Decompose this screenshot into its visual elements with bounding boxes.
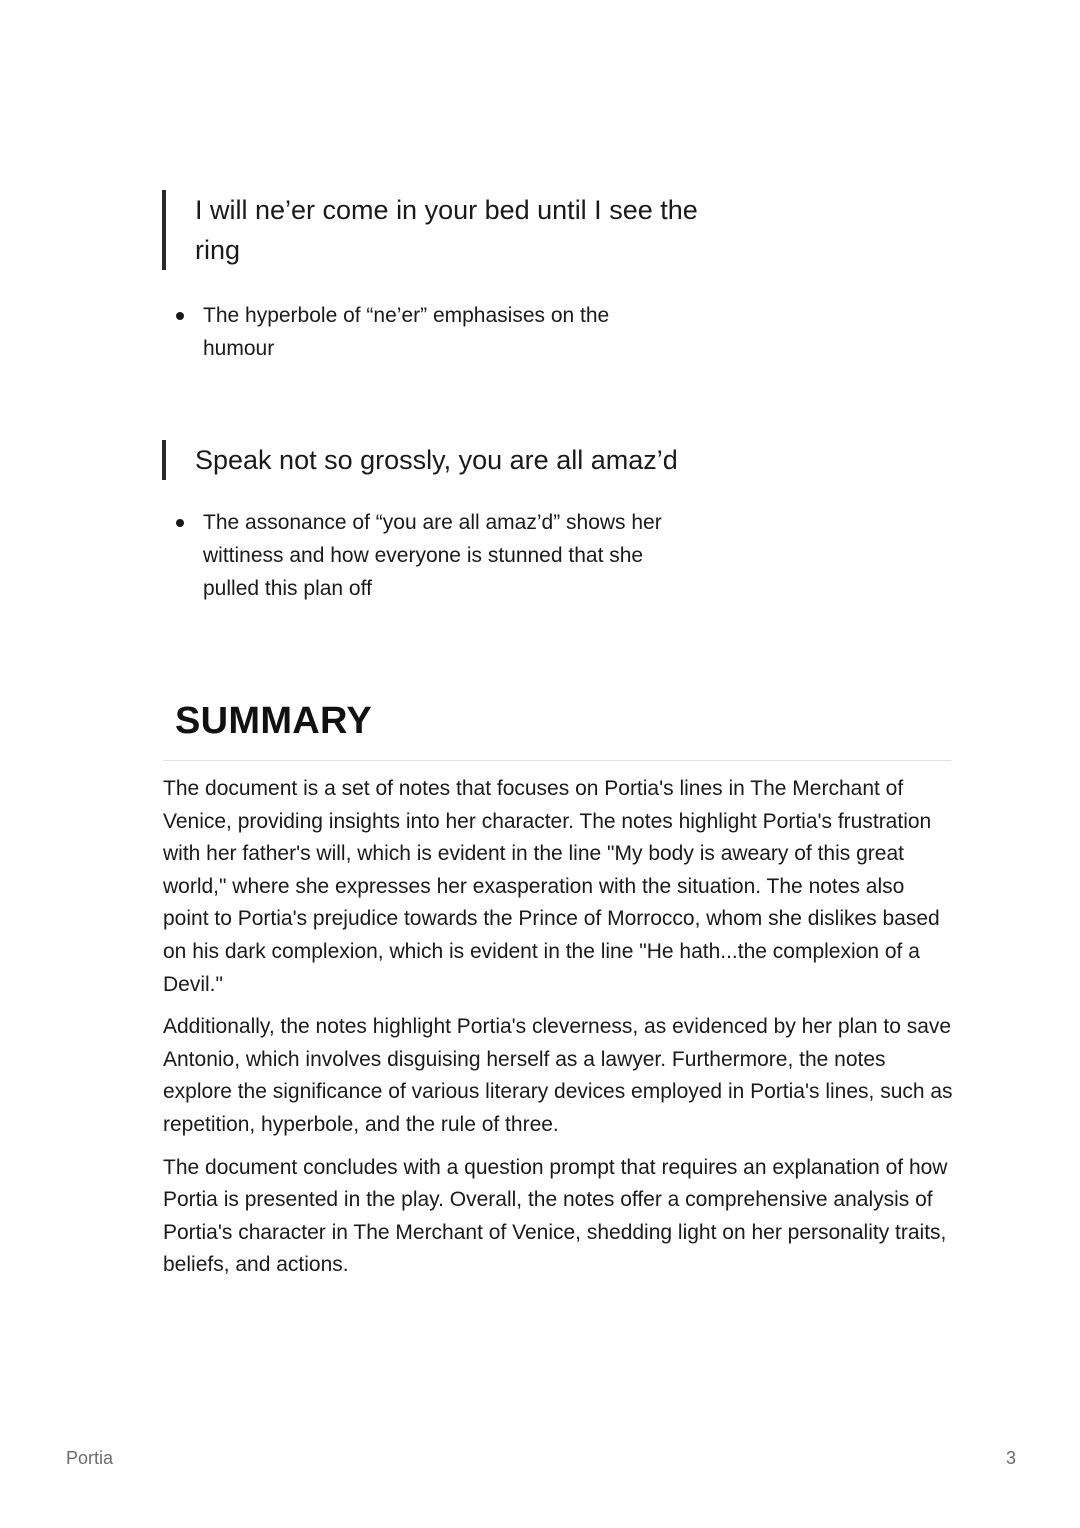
bullet-icon — [176, 519, 184, 527]
summary-heading: SUMMARY — [175, 700, 373, 742]
quote-block — [162, 190, 715, 270]
quote-block — [162, 440, 755, 480]
summary-paragraph: The document is a set of notes that focuses on Portia's lines in The Merchant of Venice, providing insights into her character. The notes highlight Portia's frustration with her father's will, which is evident in the line "My body is aweary of this great world," where she expresses her exasperation with the situation. The notes also point to Portia's prejudice towards the Prince of Morrocco, whom she dislikes based on his dark complexion, which is evident in the line "He hath...the complexion of a Devil." — [163, 777, 940, 996]
footer-title: Portia — [66, 1448, 114, 1468]
bullet-list — [174, 506, 694, 605]
bullet-icon — [176, 312, 184, 320]
bullet-list — [174, 299, 644, 365]
divider — [163, 760, 951, 761]
summary-body — [163, 773, 953, 1292]
summary-paragraph: The document concludes with a question prompt that requires an explanation of how Portia is presented in the play. Overall, the notes offer a comprehensive analysis of Portia's character in The Merchant of Venice, shedding light on her personality traits, beliefs, and actions. — [163, 1155, 948, 1277]
summary-paragraph: Additionally, the notes highlight Portia's cleverness, as evidenced by her plan to save Antonio, which involves disguising herself as a lawyer. Furthermore, the notes explore the significance of various literary devices employed in Portia's lines, such as repetition, hyperbole, and the rule of three. — [163, 1015, 953, 1136]
page-number: 3 — [1005, 1448, 1016, 1468]
list-item — [174, 299, 644, 365]
list-item — [174, 506, 694, 605]
bullet-text: The hyperbole of “ne’er” emphasises on the humour — [203, 304, 610, 360]
quote-text: I will ne’er come in your bed until I see the ring — [195, 195, 698, 265]
bullet-text: The assonance of “you are all amaz’d” shows her wittiness and how everyone is stunned that she pulled this plan off — [203, 511, 662, 600]
quote-text: Speak not so grossly, you are all amaz’d — [195, 445, 678, 475]
